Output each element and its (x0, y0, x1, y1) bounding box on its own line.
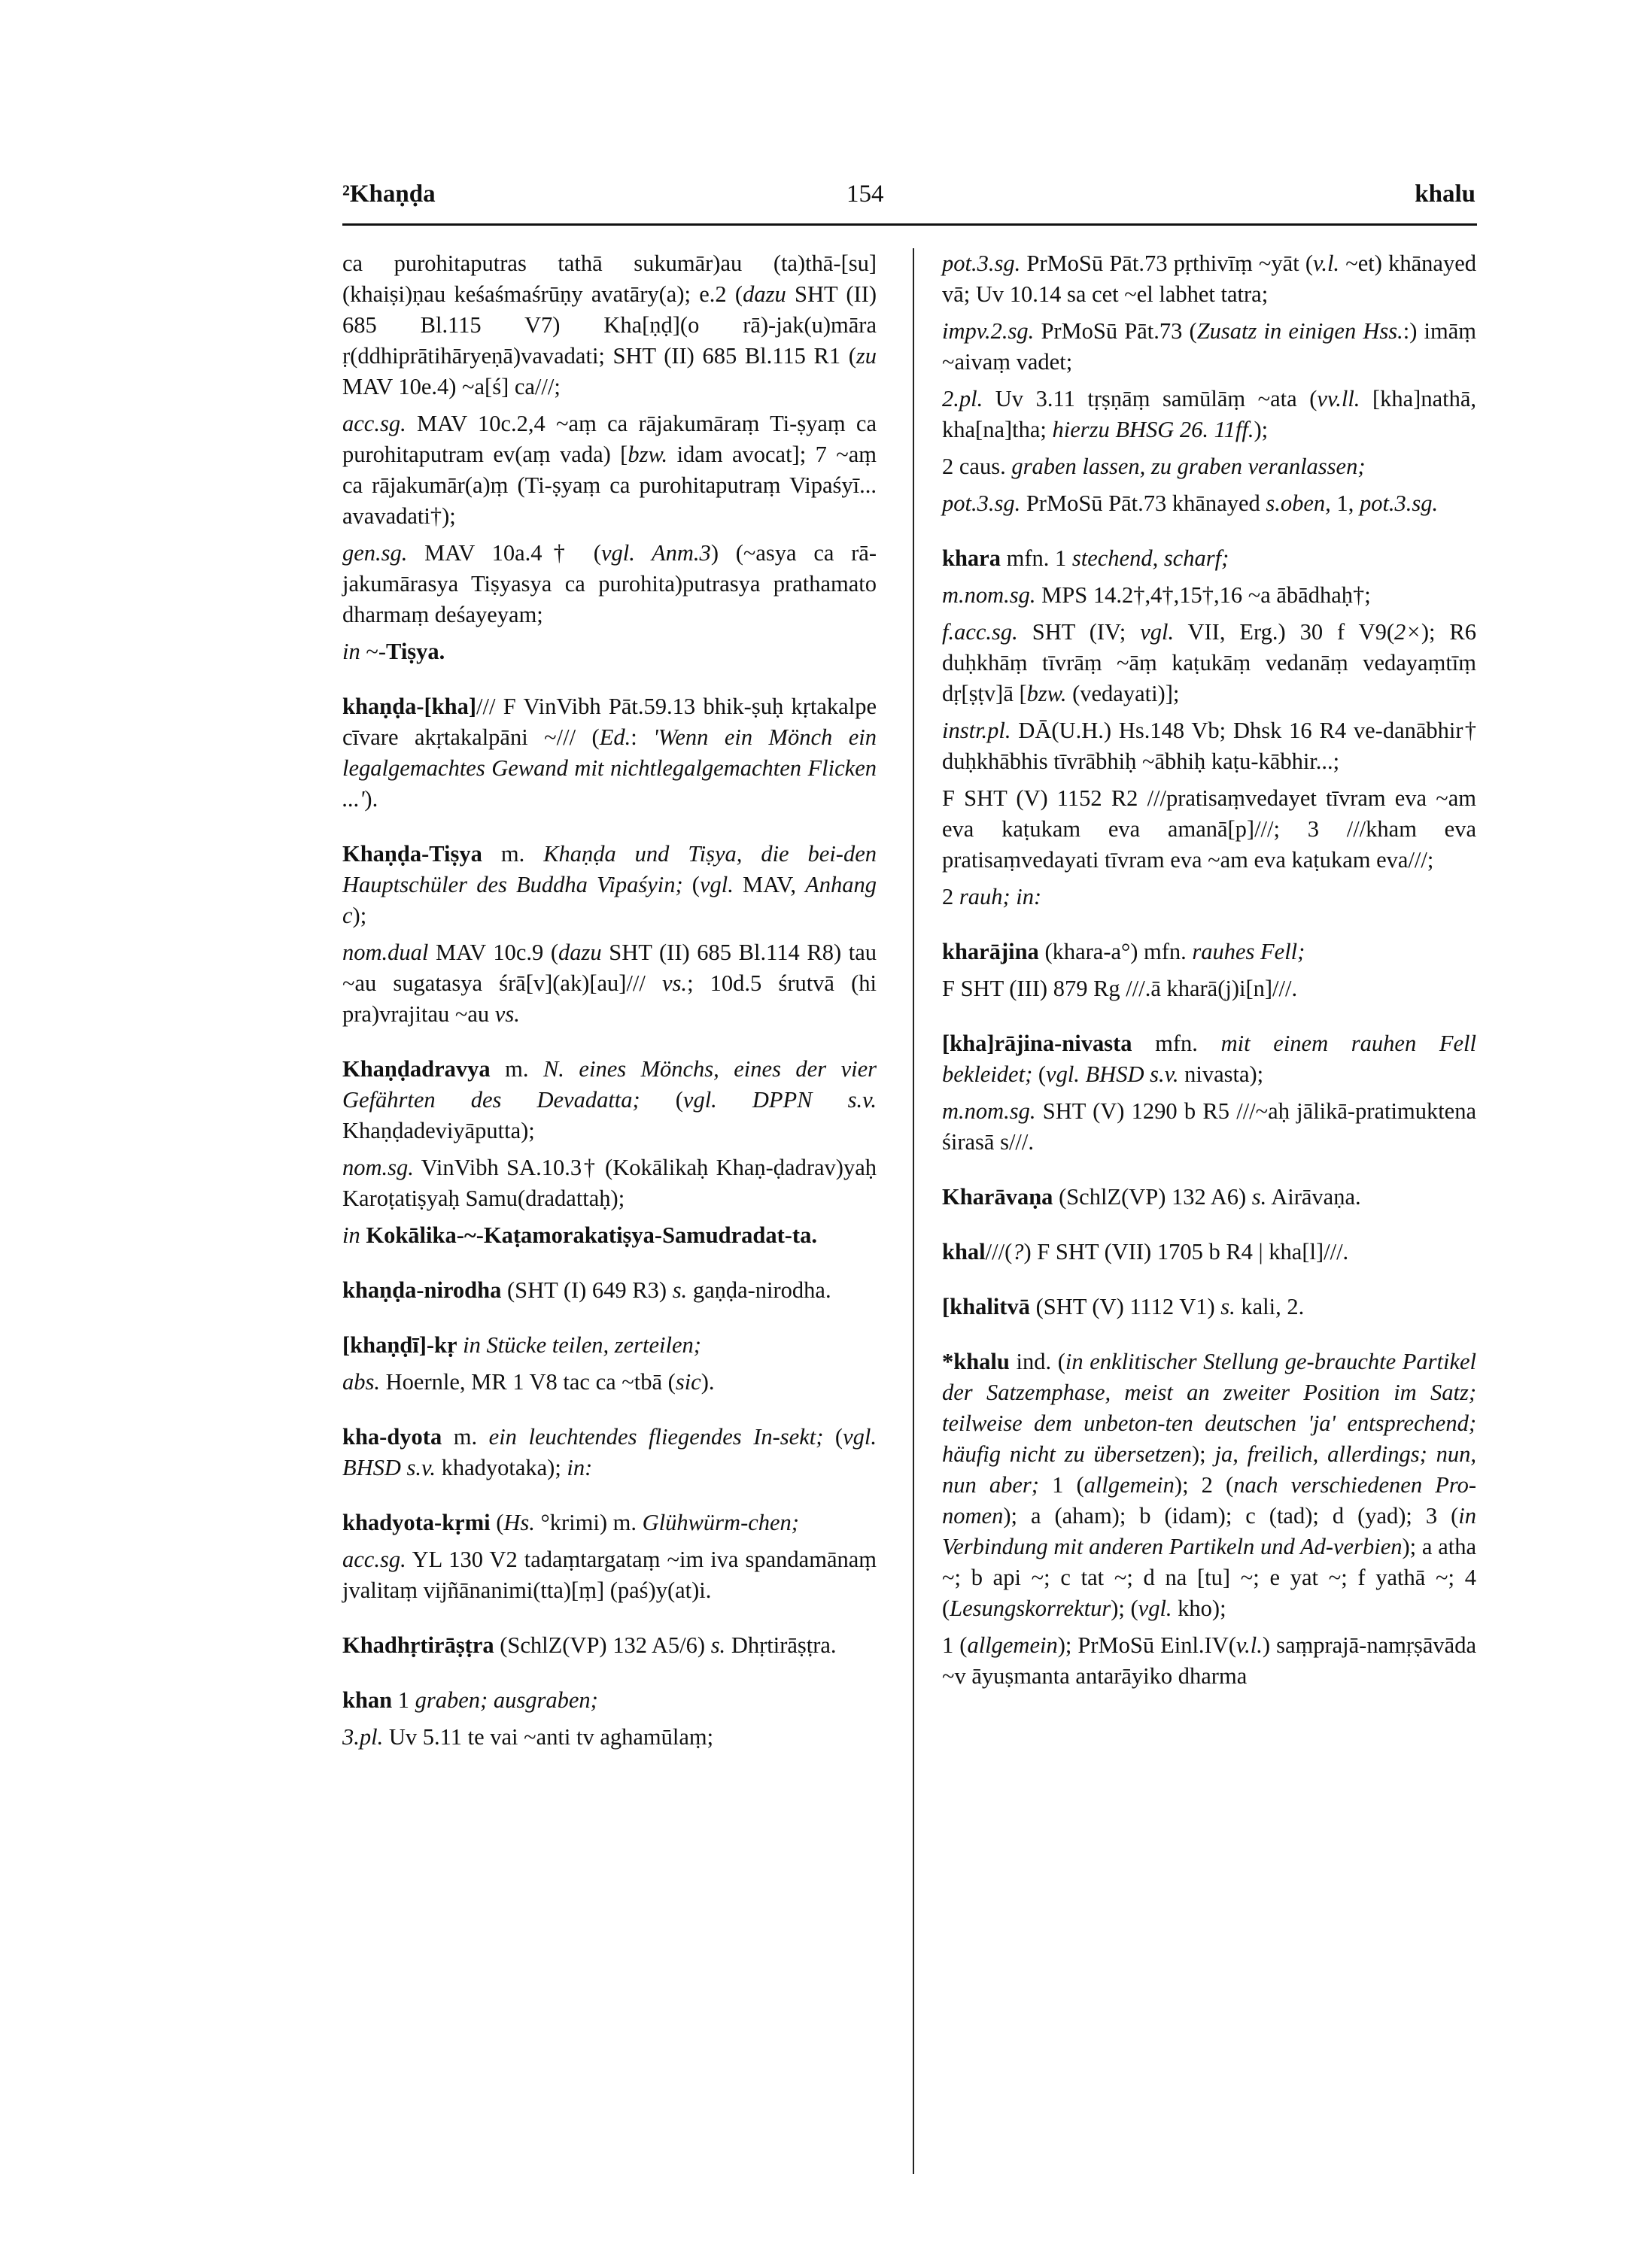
dictionary-entry-line: 2 rauh; in: (942, 884, 1042, 909)
dictionary-entry-line: F SHT (III) 879 Rg ///.ā kharā(j)i[n]///. (942, 976, 1298, 1001)
right-column (942, 248, 1476, 1698)
dictionary-entry-line: khaṇḍa-nirodha (SHT (I) 649 R3) s. gaṇḍa-nirodha. (342, 1277, 831, 1303)
dictionary-entry-line: abs. Hoernle, MR 1 V8 tac ca ~tbā (sic). (342, 1369, 715, 1395)
dictionary-entry-line: Khaṇḍadravya m. N. eines Mönchs, eines der vier Gefährten des Devadatta; (vgl. DPPN s.v. Khaṇḍadeviyāputta); (342, 1056, 877, 1143)
running-head-left: ²Khaṇḍa (342, 181, 436, 208)
dictionary-entry-line: acc.sg. YL 130 V2 tadaṃtargataṃ ~im iva spandamānaṃ jvalitaṃ vijñānanimi(tta)[ṃ] (paś)y(at)i. (342, 1547, 877, 1603)
running-head-right: khalu (1415, 181, 1476, 208)
dictionary-entry-line: kha-dyota m. ein leuchtendes fliegendes In-sekt; (vgl. BHSD s.v. khadyotaka); in: (342, 1424, 877, 1480)
dictionary-entry-line: f.acc.sg. SHT (IV; vgl. VII, Erg.) 30 f V9(2×); R6 duḥkhāṃ tīvrāṃ ~āṃ kaṭukāṃ vedanāṃ vedayaṃtīṃ dṛ[ṣṭv]ā [bzw. (vedayati)]; (942, 619, 1476, 706)
dictionary-entry-line: Khadhṛtirāṣṭra (SchlZ(VP) 132 A5/6) s. Dhṛtirāṣṭra. (342, 1632, 837, 1658)
dictionary-entry-line: instr.pl. DĀ(U.H.) Hs.148 Vb; Dhsk 16 R4 ve-danābhir† duḥkhābhis tīvrābhiḥ ~ābhiḥ kaṭu-kābhir...; (942, 718, 1476, 774)
dictionary-entry-line: *khalu ind. (in enklitischer Stellung ge-brauchte Partikel der Satzemphase, meist an zweiter Position im Satz; teilweise dem unbeton-ten deutschen 'ja' entsprechend; häufig nicht zu übersetzen); ja, freilich, allerdings; nun, nun aber; 1 (allgemein); 2 (nach verschiedenen Pro-nomen); a (aham); b (idam); c (tad); d (yad); 3 (in Verbindung mit anderen Partikeln und Ad-verbien); a atha ~; b api ~; c tat ~; d na [tu] ~; e yat ~; f yathā ~; 4 (Lesungskorrektur); (vgl. kho); (942, 1349, 1477, 1621)
dictionary-entry-line: m.nom.sg. MPS 14.2†,4†,15†,16 ~a ābādhaḥ†; (942, 582, 1371, 608)
dictionary-entry-line: [khaṇḍī]-kṛ in Stücke teilen, zerteilen; (342, 1332, 701, 1358)
header-rule (342, 223, 1477, 226)
dictionary-entry-line: [khalitvā (SHT (V) 1112 V1) s. kali, 2. (942, 1294, 1305, 1319)
dictionary-entry-line: nom.sg. VinVibh SA.10.3† (Kokālikaḥ Khaṇ-ḍadrav)yaḥ Karoṭatiṣyaḥ Samu(dradattaḥ); (342, 1155, 877, 1211)
dictionary-entry-line: F SHT (V) 1152 R2 ///pratisaṃvedayet tīvram eva ~am eva kaṭukam eva amanā[p]///; 3 ///kham eva pratisaṃvedayati tīvram eva ~am eva kaṭukam eva///; (942, 785, 1476, 873)
dictionary-entry-line: in ~-Tiṣya. (342, 639, 445, 664)
dictionary-entry-line: pot.3.sg. PrMoSū Pāt.73 pṛthivīṃ ~yāt (v.l. ~et) khānayed vā; Uv 10.14 sa cet ~el labhet tatra; (942, 250, 1476, 307)
dictionary-entry-line: 3.pl. Uv 5.11 te vai ~anti tv aghamūlaṃ; (342, 1724, 714, 1750)
dictionary-entry-line: nom.dual MAV 10c.9 (dazu SHT (II) 685 Bl.114 R8) tau ~au sugatasya śrā[v](ak)[au]/// vs.; 10d.5 śrutvā (hi pra)vrajitau ~au vs. (342, 940, 877, 1027)
dictionary-entry-line: m.nom.sg. SHT (V) 1290 b R5 ///~aḥ jālikā-pratimuktena śirasā s///. (942, 1098, 1476, 1155)
dictionary-entry-line: Khaṇḍa-Tiṣya m. Khaṇḍa und Tiṣya, die bei-den Hauptschüler des Buddha Vipaśyin; (vgl. MAV, Anhang c); (342, 841, 877, 928)
page-number: 154 (846, 181, 884, 208)
left-column (342, 248, 877, 1759)
dictionary-entry-line: gen.sg. MAV 10a.4† (vgl. Anm.3) (~asya ca rā-jakumārasya Tiṣyasya ca purohita)putrasya prathamato dharmaṃ deśayeyam; (342, 540, 877, 627)
dictionary-entry-line: ca purohitaputras tathā sukumār)au (ta)thā-[su](khaiṣi)ṇau keśaśmaśrūṇy avatāry(a); e.2 (dazu SHT (II) 685 Bl.115 V7) Kha[ṇḍ](o rā)-jak(u)māra ṛ(ddhiprātihāryeṇā)vavadati; SHT (II) 685 Bl.115 R1 (zu MAV 10e.4) ~a[ś] ca///; (342, 250, 877, 399)
dictionary-entry-line: kharājina (khara-a°) mfn. rauhes Fell; (942, 939, 1305, 964)
dictionary-entry-line: khal///(?) F SHT (VII) 1705 b R4 | kha[l]///. (942, 1239, 1349, 1265)
page-header (0, 0, 1626, 226)
dictionary-entry-line: in Kokālika-~-Kaṭamorakatiṣya-Samudradat-ta. (342, 1222, 817, 1248)
dictionary-entry-line: khadyota-kṛmi (Hs. °krimi) m. Glühwürm-chen; (342, 1510, 799, 1535)
dictionary-entry-line: Kharāvaṇa (SchlZ(VP) 132 A6) s. Airāvaṇa. (942, 1184, 1361, 1210)
dictionary-entry-line: 1 (allgemein); PrMoSū Einl.IV(v.l.) saṃprajā-namṛṣāvāda ~v āyuṣmanta antarāyiko dharma (942, 1632, 1476, 1689)
dictionary-entry-line: 2.pl. Uv 3.11 tṛṣṇāṃ samūlāṃ ~ata (vv.ll. [kha]nathā, kha[na]tha; hierzu BHSG 26. 11ff.); (942, 386, 1476, 442)
dictionary-entry-line: [kha]rājina-nivasta mfn. mit einem rauhen Fell bekleidet; (vgl. BHSD s.v. nivasta); (942, 1031, 1476, 1087)
dictionary-entry-line: impv.2.sg. PrMoSū Pāt.73 (Zusatz in einigen Hss.:) imāṃ ~aivaṃ vadet; (942, 318, 1476, 375)
dictionary-entry-line: khan 1 graben; ausgraben; (342, 1687, 598, 1713)
dictionary-entry-line: pot.3.sg. PrMoSū Pāt.73 khānayed s.oben, 1, pot.3.sg. (942, 490, 1439, 516)
dictionary-entry-line: acc.sg. MAV 10c.2,4 ~aṃ ca rājakumāraṃ Ti-ṣyaṃ ca purohitaputram ev(aṃ vada) [bzw. idam avocat]; 7 ~aṃ ca rājakumār(a)ṃ (Ti-ṣyaṃ ca purohitaputraṃ Vipaśyī... avavadati†); (342, 411, 877, 529)
dictionary-entry-line: khaṇḍa-[kha]/// F VinVibh Pāt.59.13 bhik-ṣuḥ kṛtakalpe cīvare akṛtakalpāni ~/// (Ed.: 'Wenn ein Mönch ein legalgemachtes Gewand mit nichtlegalgemachten Flicken ...'). (342, 694, 877, 812)
dictionary-entry-line: khara mfn. 1 stechend, scharf; (942, 545, 1229, 571)
dictionary-entry-line: 2 caus. graben lassen, zu graben veranlassen; (942, 454, 1366, 479)
column-divider (913, 248, 914, 2174)
